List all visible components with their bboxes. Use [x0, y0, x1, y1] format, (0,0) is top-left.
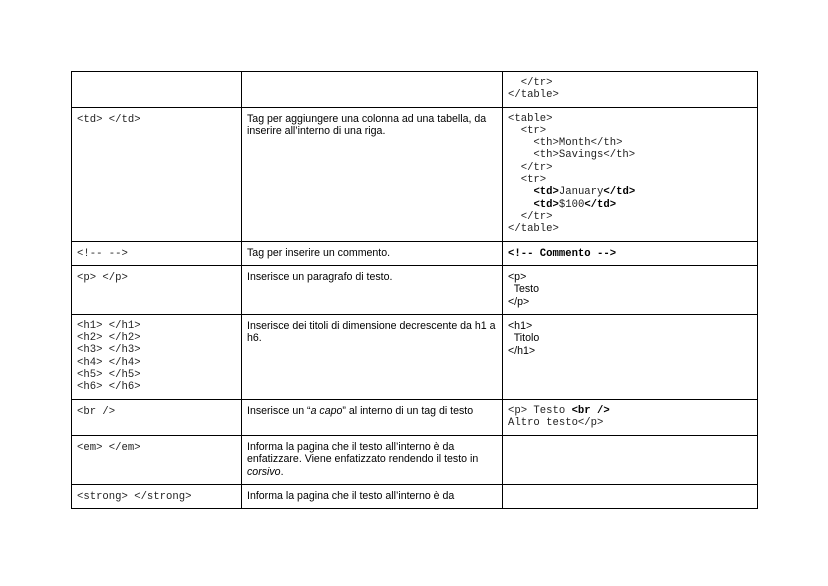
tag-line: <h1> </h1> [77, 319, 141, 332]
tag-cell: <br /> [72, 399, 242, 435]
description-cell: Inserisce un “a capo” al interno di un tag di testo [242, 399, 503, 435]
html-tags-table [71, 71, 758, 509]
example-line: <th>Month</th> [508, 137, 623, 150]
table-row [72, 72, 758, 108]
tag-cell: <p> </p> [72, 265, 242, 314]
description-cell: Inserisce dei titoli di dimensione decrescente da h1 a h6. [242, 314, 503, 399]
example-line-td: <td>$100</td> [533, 198, 617, 211]
example-line: </h1> [508, 344, 536, 357]
example-cell [503, 399, 758, 435]
example-line: <th>Savings</th> [508, 149, 636, 162]
example-line: <table> [508, 112, 553, 125]
example-line: <tr> [508, 124, 547, 137]
example-cell [503, 314, 758, 399]
table-row [72, 241, 758, 265]
tag-line: <h5> </h5> [77, 369, 141, 382]
description-cell: Inserisce un paragrafo di testo. [242, 265, 503, 314]
example-line: Altro testo</p> [508, 417, 604, 430]
description-cell: Tag per inserire un commento. [242, 241, 503, 265]
example-cell [503, 107, 758, 241]
tag-cell [72, 314, 242, 399]
table-row [72, 435, 758, 484]
example-line: </tr> [508, 77, 553, 89]
description-cell [242, 72, 503, 108]
tag-line: <h3> </h3> [77, 344, 141, 357]
example-line: </table> [508, 223, 559, 236]
description-cell: Informa la pagina che il testo all’interno è da [242, 484, 503, 508]
tag-cell: <strong> </strong> [72, 484, 242, 508]
example-cell [503, 435, 758, 484]
example-line: <h1> [508, 319, 533, 332]
example-line: </table> [508, 89, 559, 102]
example-line: </tr> [508, 210, 553, 223]
example-cell [503, 484, 758, 508]
table-row [72, 314, 758, 399]
example-cell [503, 265, 758, 314]
description-cell: Tag per aggiungere una colonna ad una tabella, da inserire all’interno di una riga. [242, 107, 503, 241]
example-line: <p> [508, 270, 527, 283]
tag-cell [72, 72, 242, 108]
example-line: </tr> [508, 161, 553, 174]
example-line: <p> Testo <br /> [508, 404, 610, 417]
example-cell: <!-- Commento --> [503, 241, 758, 265]
table-row [72, 399, 758, 435]
tag-line: <h2> </h2> [77, 332, 141, 345]
tag-cell: <td> </td> [72, 107, 242, 241]
table-row [72, 107, 758, 241]
table-row [72, 265, 758, 314]
table-row [72, 484, 758, 508]
tag-cell: <!-- --> [72, 241, 242, 265]
example-cell [503, 72, 758, 108]
example-line: Titolo [508, 332, 540, 345]
description-cell: Informa la pagina che il testo all’interno è da enfatizzare. Viene enfatizzato rendendo il testo in corsivo. [242, 435, 503, 484]
tag-line: <h6> </h6> [77, 381, 141, 394]
example-line-td: <td>January</td> [533, 186, 636, 199]
example-line: <tr> [508, 174, 547, 187]
tag-line: <h4> </h4> [77, 356, 141, 369]
example-line: Testo [508, 283, 540, 296]
tag-cell: <em> </em> [72, 435, 242, 484]
example-line: </p> [508, 295, 530, 308]
